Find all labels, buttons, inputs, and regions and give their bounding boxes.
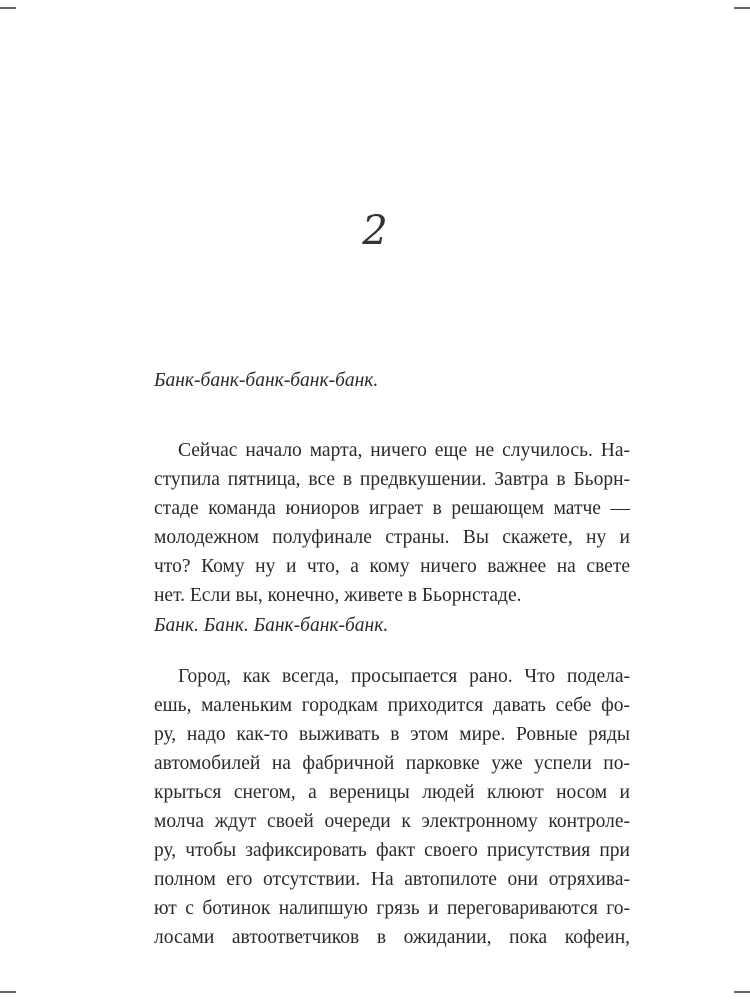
text-line: что? Кому ну и что, а кому ничего важнее на свете [154,556,630,577]
epigraph-line: Банк-банк-банк-банк-банк. [154,370,379,391]
text-line: ешь, маленьким городкам приходится давать себе фо- [154,695,630,716]
text-line: Город, как всегда, просыпается рано. Что подела- [178,666,630,687]
crop-mark [0,991,16,993]
epigraph-line: Банк. Банк. Банк-банк-банк. [154,615,389,636]
text-line: нет. Если вы, конечно, живете в Бьорнстаде. [154,585,522,606]
epigraph [154,611,630,640]
text-line: автомобилей на фабричной парковке уже успели по- [154,753,630,774]
crop-mark [734,991,750,993]
paragraph [154,662,630,952]
text-line: стаде команда юниоров играет в решающем матче — [154,498,630,519]
text-line: ют с ботинок налипшую грязь и переговариваются го- [154,898,630,919]
text-line: ру, надо как-то выживать в этом мире. Ровные ряды [154,724,630,745]
text-line: Сейчас начало марта, ничего еще не случилось. На- [178,440,630,461]
text-line: ступила пятница, все в предвкушении. Завтра в Бьорн- [154,469,630,490]
text-line: молодежном полуфинале страны. Вы скажете, ну и [154,527,630,548]
crop-mark [0,7,16,9]
text-line: лосами автоответчиков в ожидании, пока кофеин, [154,927,630,948]
text-line: ру, чтобы зафиксировать факт своего присутствия при [154,840,630,861]
crop-mark [734,7,750,9]
text-line: крыться снегом, а вереницы людей клюют носом и [154,782,630,803]
chapter-number: 2 [362,208,388,254]
text-line: молча ждут своей очереди к электронному контроле- [154,811,630,832]
paragraph [154,436,630,610]
text-line: полном его отсутствии. На автопилоте они отряхива- [154,869,630,890]
epigraph [154,366,630,395]
